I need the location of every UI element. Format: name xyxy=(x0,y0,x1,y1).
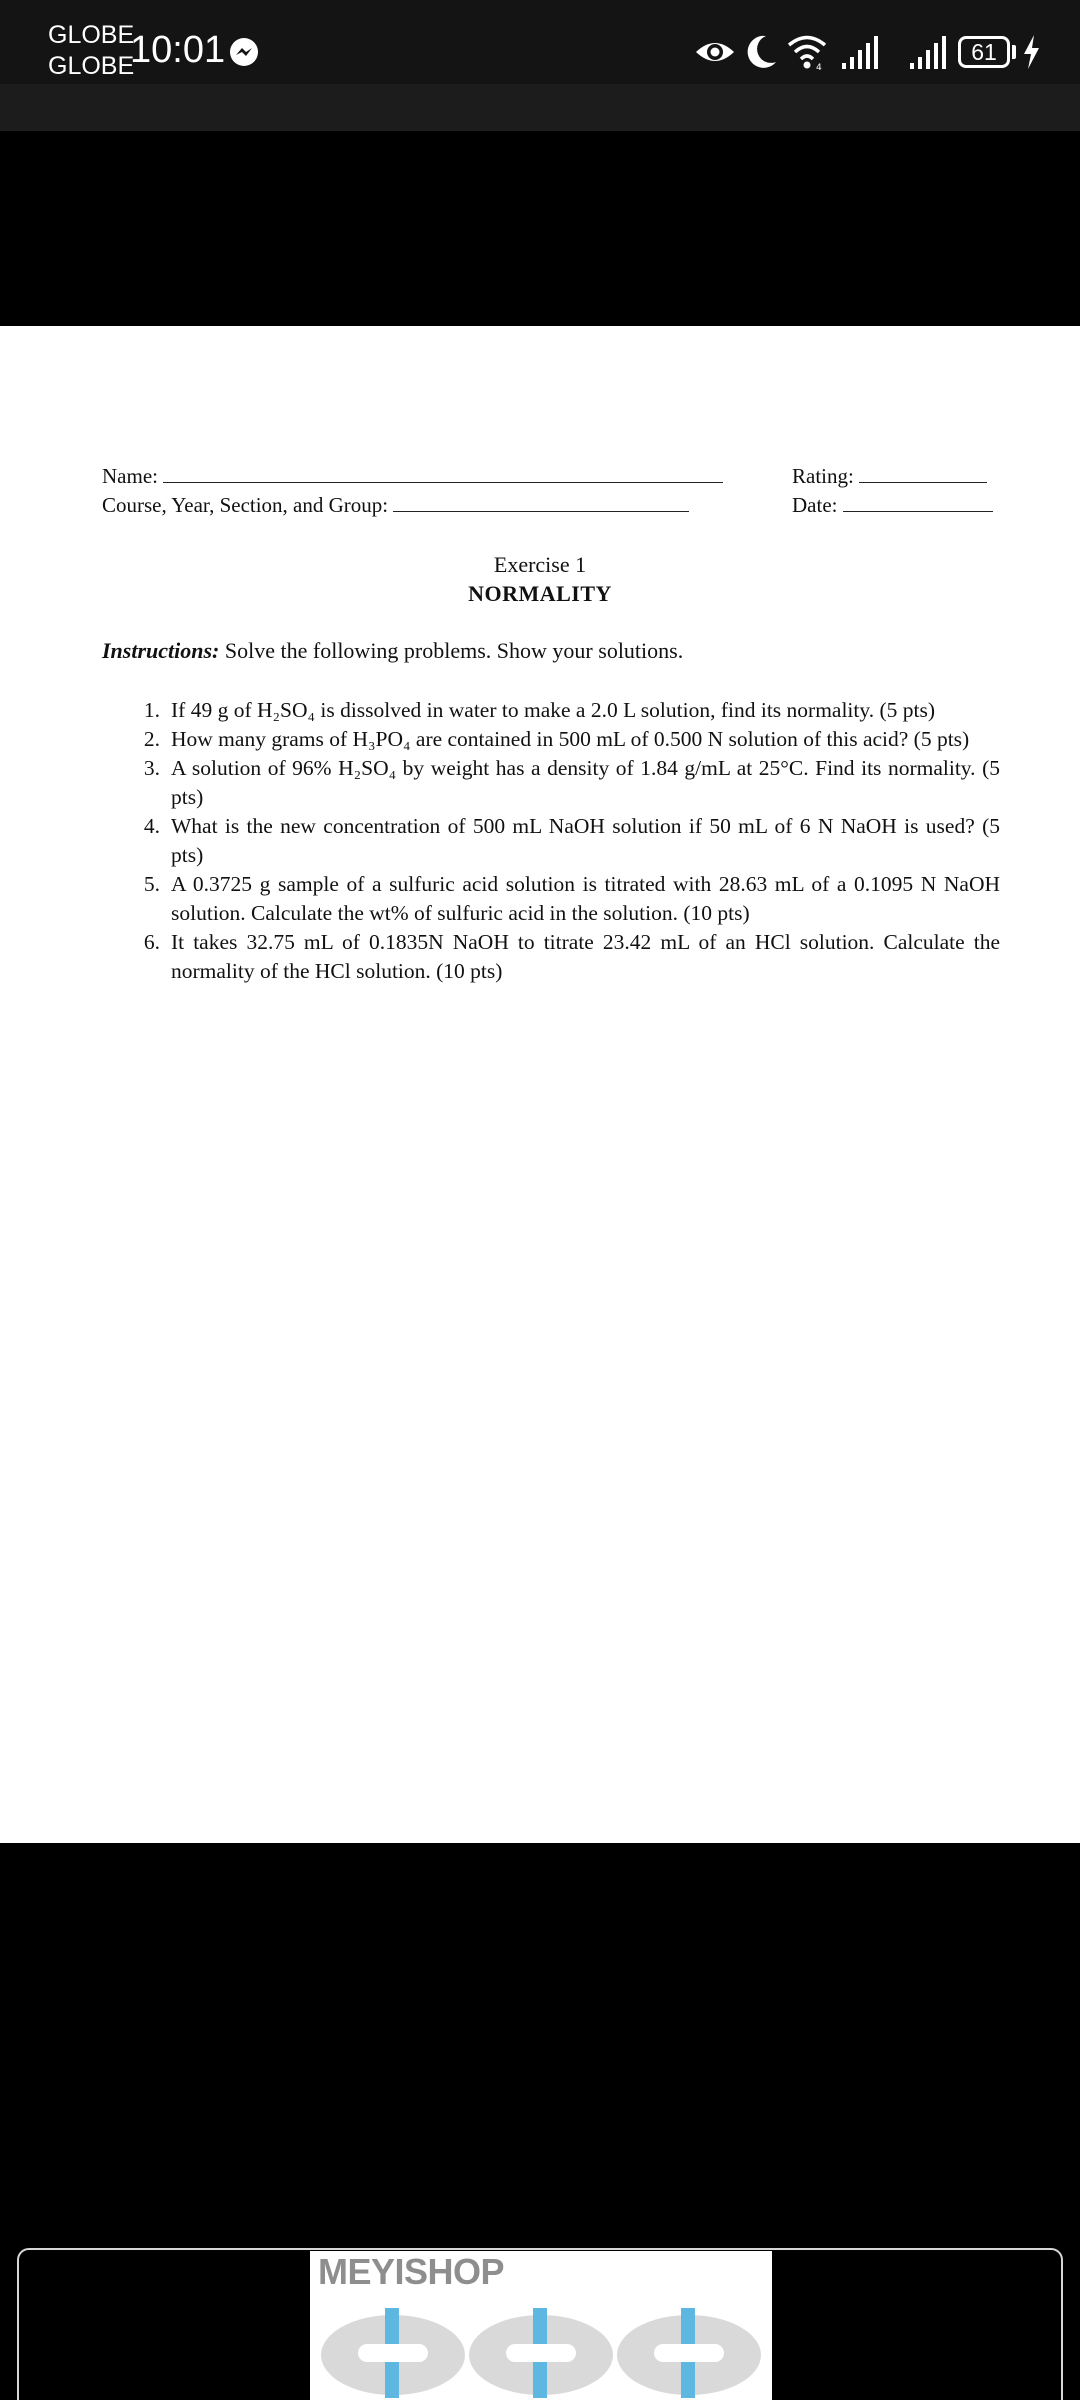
problem-number: 3. xyxy=(143,756,160,780)
status-icons xyxy=(694,32,1044,72)
list-item xyxy=(130,696,1000,725)
problem-text: How many grams of H₃PO₄ are contained in 500 mL of 0.500 N solution of this acid? (5 pts) xyxy=(171,727,970,751)
exercise-title: NORMALITY xyxy=(468,581,612,606)
ad-image[interactable] xyxy=(310,2251,772,2400)
battery-tip xyxy=(1012,45,1016,59)
svg-text:4: 4 xyxy=(816,63,822,72)
product-image xyxy=(318,2308,468,2398)
product-image xyxy=(466,2308,616,2398)
problem-text: It takes 32.75 mL of 0.1835N NaOH to titrate 23.42 mL of an HCl solution. Calculate the normality of the HCl solution. (10 pts) xyxy=(171,930,1000,983)
problem-number: 4. xyxy=(143,814,160,838)
problem-list xyxy=(130,696,1000,986)
problem-number: 5. xyxy=(143,872,160,896)
problem-number: 2. xyxy=(143,727,160,751)
document-page[interactable] xyxy=(0,326,1080,1843)
instructions-text: Solve the following problems. Show your solutions. xyxy=(219,638,684,663)
course-field xyxy=(102,492,689,518)
problem-text: A 0.3725 g sample of a sulfuric acid solution is titrated with 28.63 mL of a 0.1095 N NaOH solution. Calculate the wt% of sulfuric acid in the solution. (10 pts) xyxy=(171,872,1000,925)
list-item xyxy=(130,812,1000,870)
list-item xyxy=(130,870,1000,928)
messenger-icon xyxy=(228,36,260,68)
battery-level: 61 xyxy=(971,39,997,65)
toolbar-strip xyxy=(0,84,1080,131)
battery-icon xyxy=(958,36,1010,68)
product-image xyxy=(614,2308,764,2398)
problem-number: 1. xyxy=(143,698,160,722)
wifi-icon xyxy=(786,32,830,72)
problem-text: If 49 g of H₂SO₄ is dissolved in water to make a 2.0 L solution, find its normality. (5 pts) xyxy=(171,698,936,722)
date-blank xyxy=(843,494,993,512)
list-item xyxy=(130,725,1000,754)
signal-icon xyxy=(908,32,948,72)
instructions-lead: Instructions: xyxy=(102,638,220,663)
status-bar xyxy=(0,0,1080,84)
exercise-label: Exercise 1 xyxy=(493,552,587,577)
moon-icon xyxy=(744,32,780,72)
name-field xyxy=(102,463,723,489)
ad-brand: MEYISHOP xyxy=(318,2251,505,2292)
date-label: Date: xyxy=(792,493,838,517)
rating-field xyxy=(792,463,987,489)
problem-text: A solution of 96% H₂SO₄ by weight has a density of 1.84 g/mL at 25°C. Find its normality. (5 pts) xyxy=(171,756,1000,809)
eye-icon xyxy=(694,32,736,72)
course-blank xyxy=(393,494,689,512)
carrier-2: GLOBE xyxy=(48,52,135,80)
signal-icon xyxy=(840,32,880,72)
problem-number: 6. xyxy=(143,930,160,954)
charging-icon xyxy=(1020,32,1042,72)
course-label: Course, Year, Section, and Group: xyxy=(102,493,389,517)
rating-label: Rating: xyxy=(792,464,854,488)
rating-blank xyxy=(859,465,987,483)
carrier-1: GLOBE xyxy=(48,21,135,49)
instructions xyxy=(102,637,683,665)
list-item xyxy=(130,754,1000,812)
name-label: Name: xyxy=(102,464,158,488)
date-field xyxy=(792,492,993,518)
list-item xyxy=(130,928,1000,986)
clock: 10:01 xyxy=(130,29,226,71)
carrier-names xyxy=(48,20,134,82)
name-blank xyxy=(163,465,723,483)
problem-text: What is the new concentration of 500 mL NaOH solution if 50 mL of 6 N NaOH is used? (5 pts) xyxy=(171,814,1000,867)
